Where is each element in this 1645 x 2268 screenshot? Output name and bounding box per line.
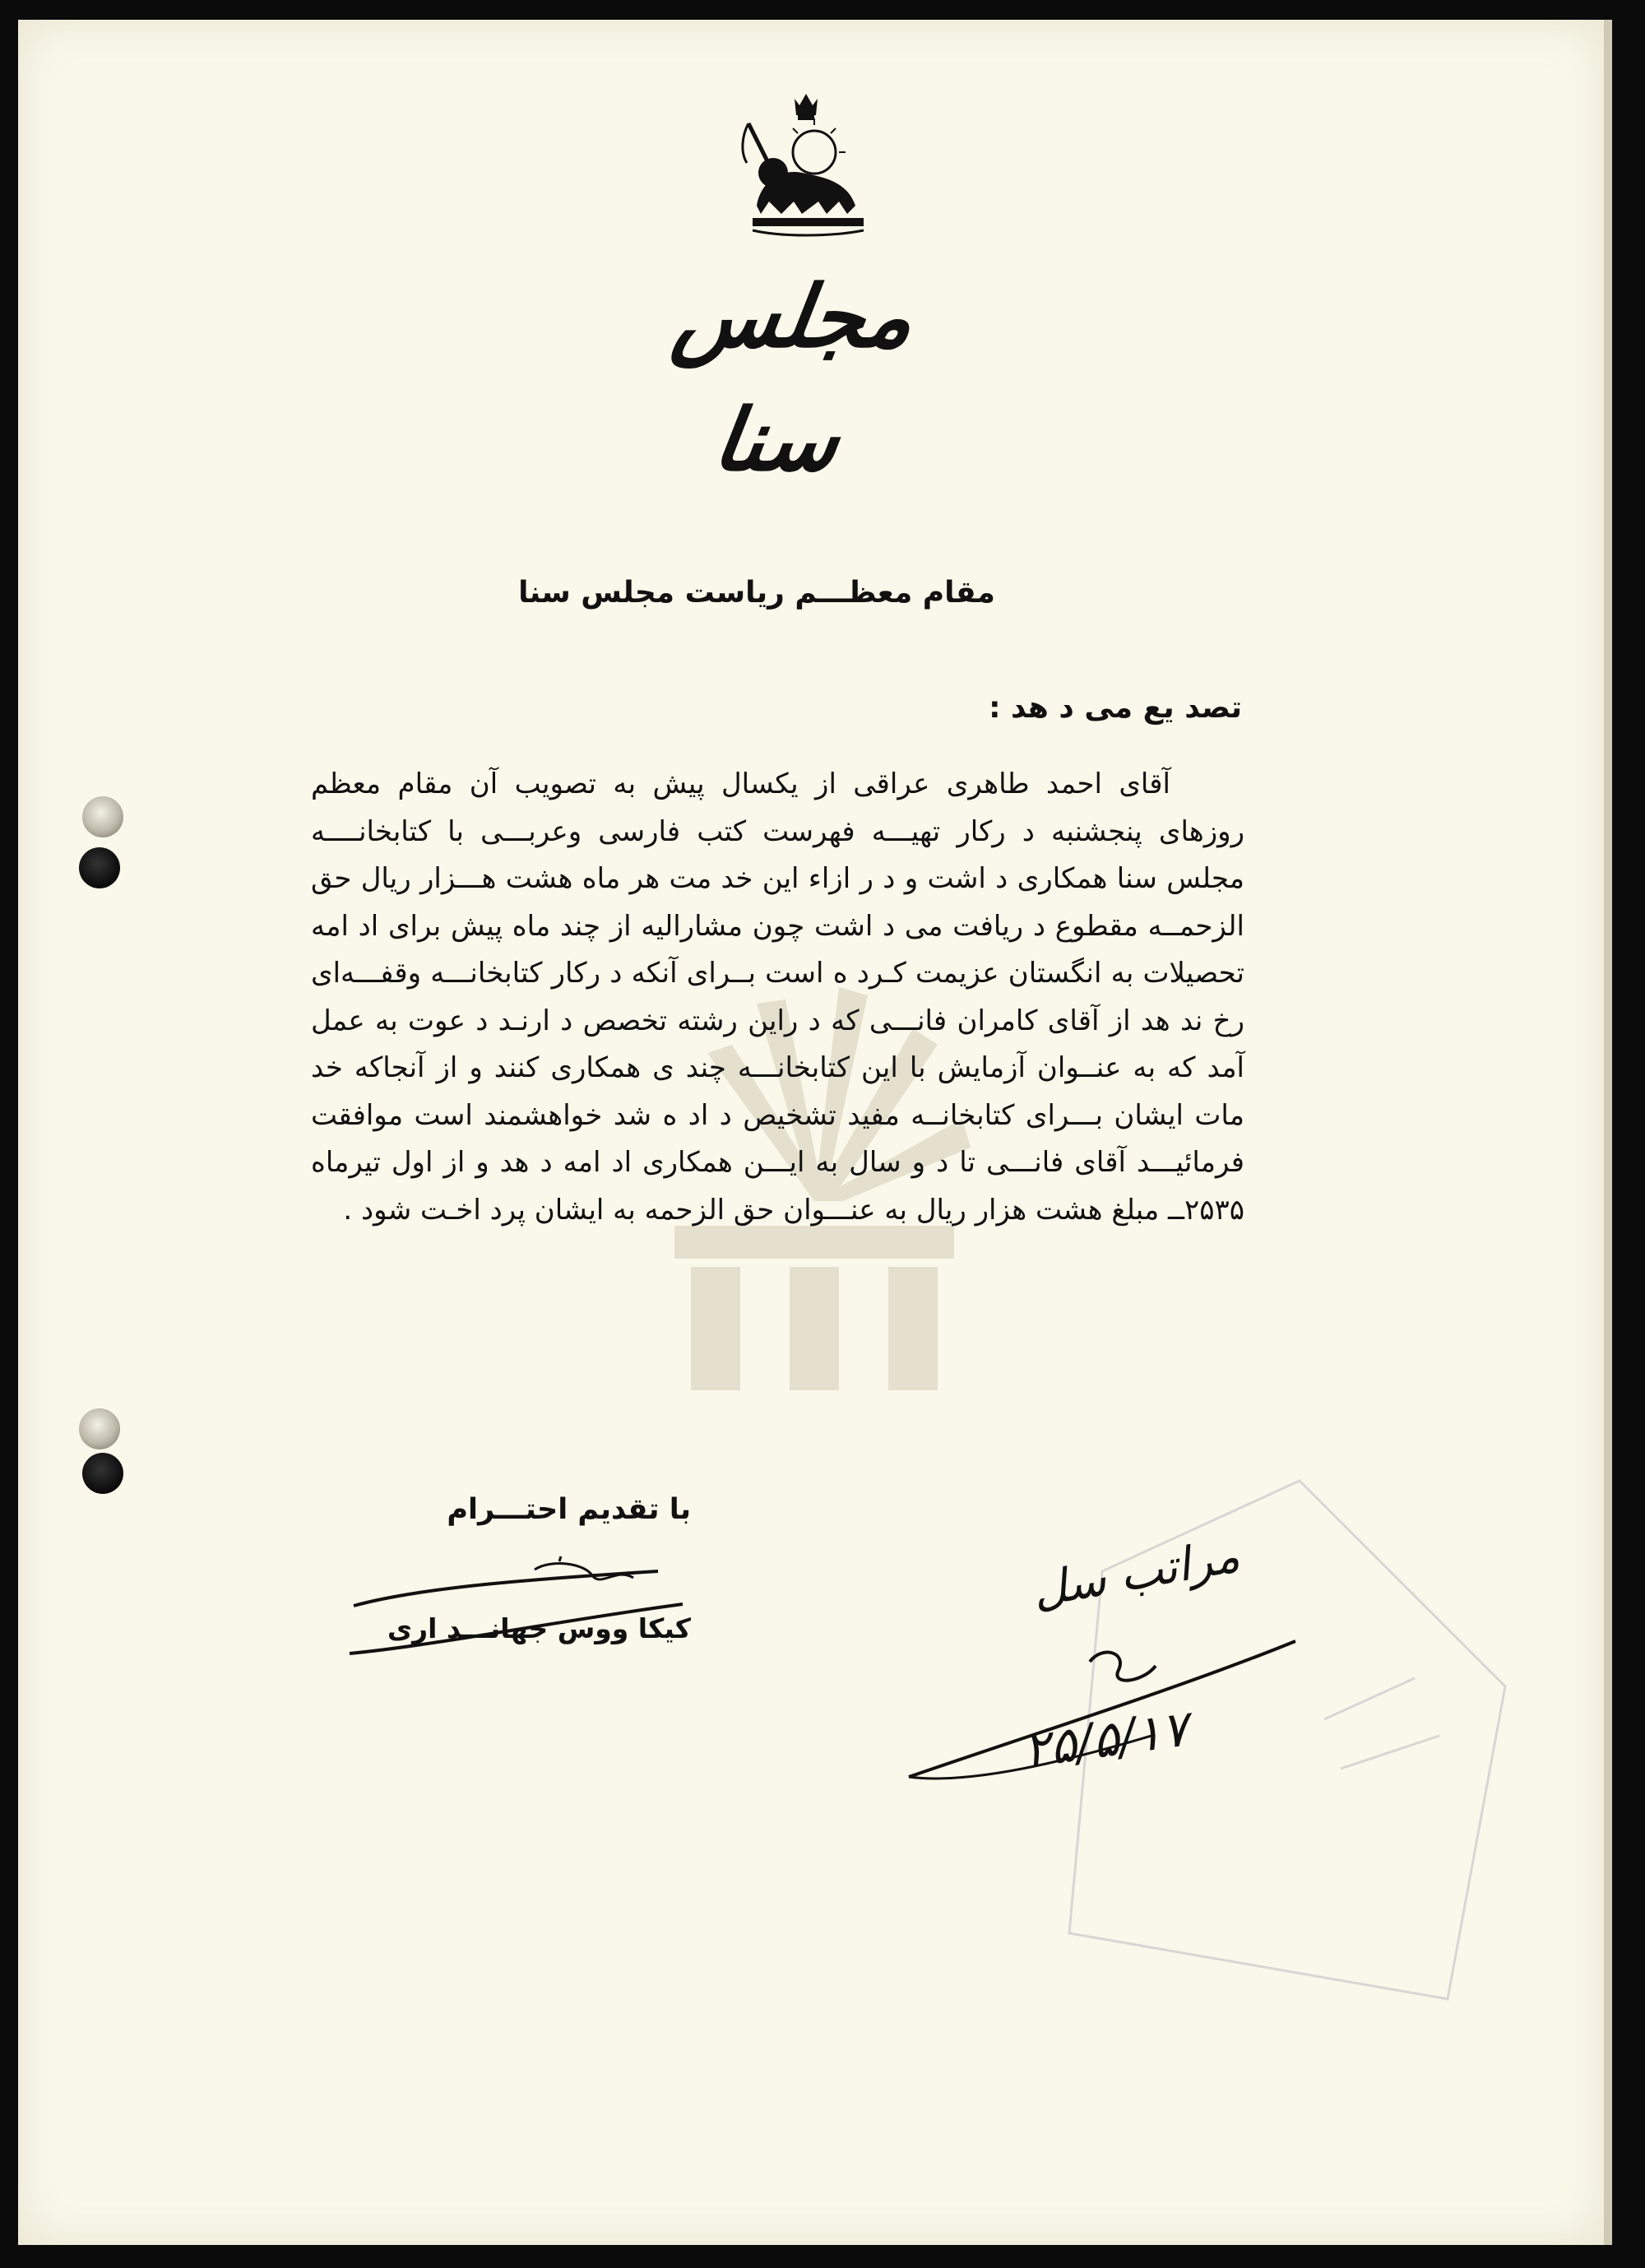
letter-addressee: مقام معظـــم ریاست مجلس سنا — [518, 576, 995, 610]
lion-and-sun-emblem-icon — [724, 90, 888, 247]
letterhead-title: مجلس سنا — [667, 266, 920, 490]
punch-hole — [79, 1408, 120, 1449]
handwritten-date: ۲۵/۵/۱۷ — [1019, 1700, 1192, 1780]
letter-closing: با تقدیم احتـــرام — [447, 1493, 691, 1526]
punch-hole — [82, 1453, 123, 1494]
page-edge — [1604, 20, 1612, 2245]
letter-body — [311, 761, 1244, 1234]
letter-signer: کیکا ووس جهانـــد اری — [387, 1612, 691, 1644]
letter-intro: تصد یع می د هد : — [989, 691, 1242, 725]
letter-body-paragraph: آقای احمد طاهری عراقی از یکسال پیش به تصویب آن مقام معظم روزهای پنجشنبه د رکار تهیـــه فهرست کتب فارسی وعربـــی با کتابخانــــه مجلس سنا همکاری د اشت و د ر ازاء این خد مت هر ماه هشت هـــزار ریال حق الزحمــه مقطوع د ریافت می د اشت چون مشارالیه از چند ماه پیش برای اد امه تحصیلات به انگستان عزیمت کـرد ه است بــرای آنکه د رکار کتابخانـــه وقفـــه‌ای رخ ند هد از آقای کامران فانـــی که د راین رشته تخصص د ارنـد د عوت به عمل آمد که به عنــوان آزمایش با این کتابخانـــه چند ی همکاری کنند و از آنجاکه خد مات ایشان بـــرای کتابخانــه مفید تشخیص د اد ه شد خواهشمند است موافقت فرمائیـــد آقای فانـــی تا د و سال به ایـــن همکاری اد امه د هد و از اول تیرماه ۲۵۳۵ــ مبلغ هشت هزار ریال به عنـــوان حق الزحمه به ایشان پرد اخـت شود . — [311, 768, 1244, 1227]
punch-hole — [82, 796, 123, 837]
handwritten-note: مراتب سل — [1028, 1528, 1244, 1618]
punch-hole — [79, 847, 120, 888]
